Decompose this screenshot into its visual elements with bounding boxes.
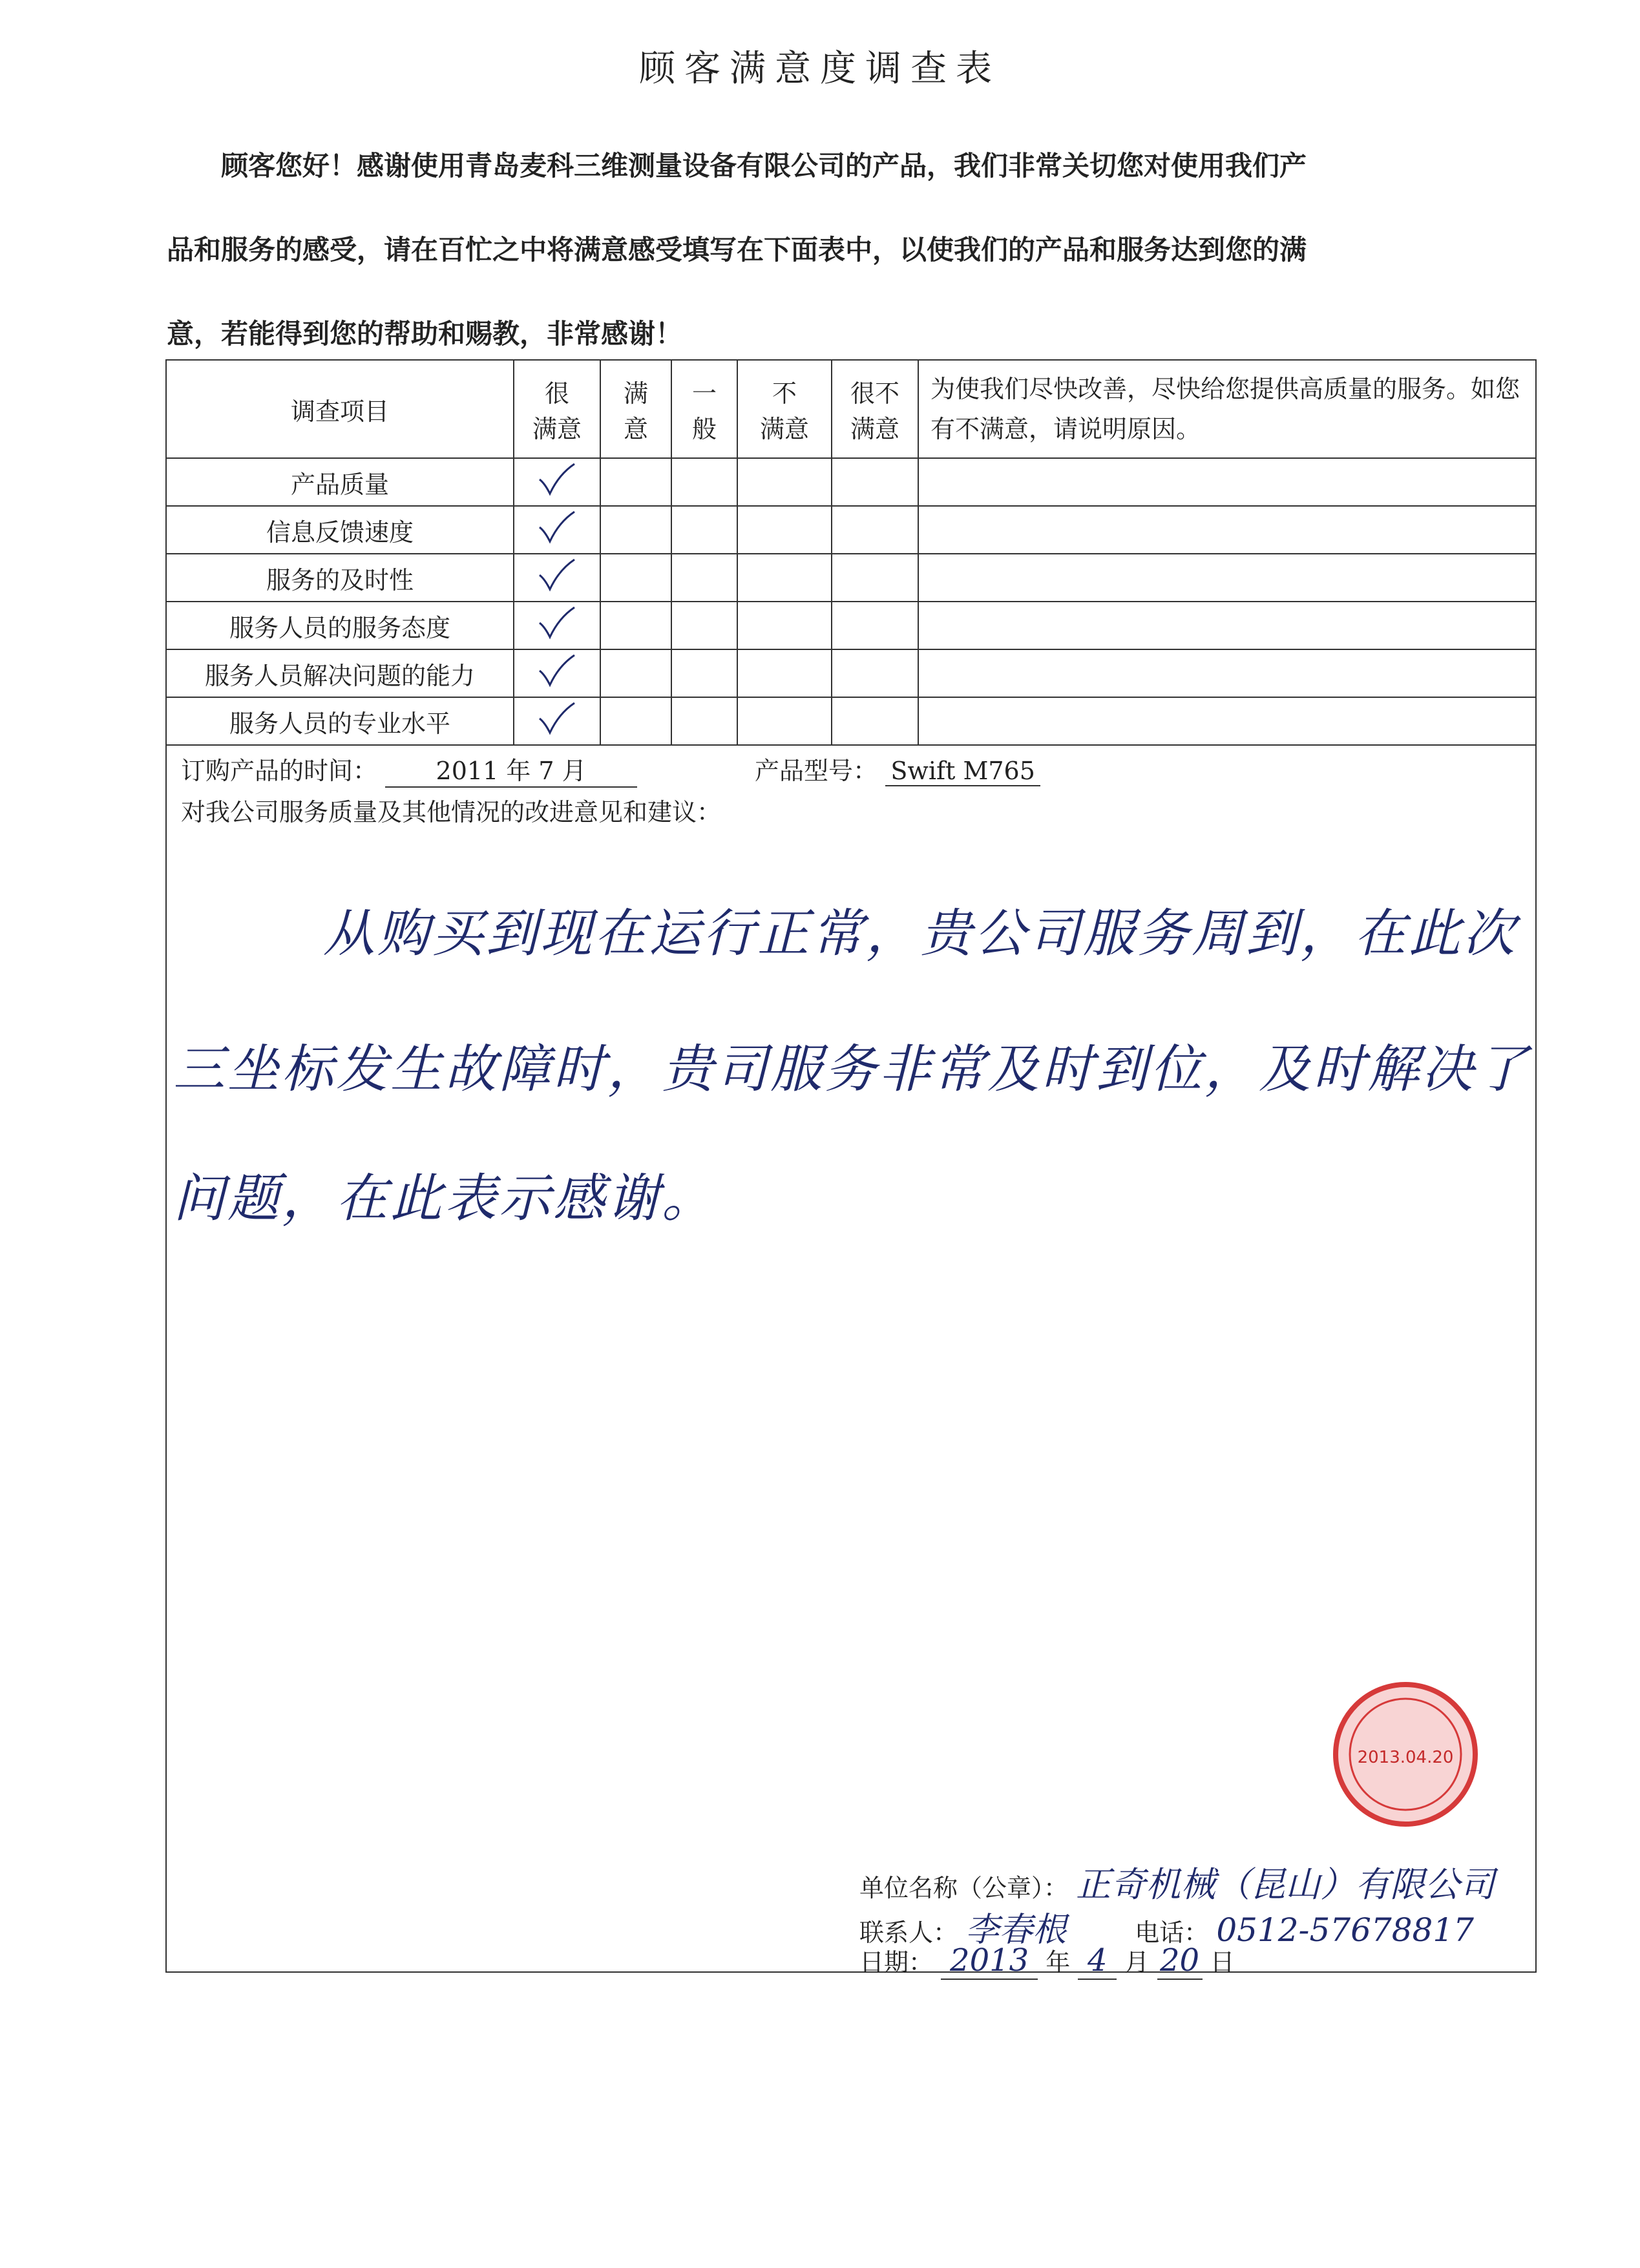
rating-cell[interactable]: [832, 554, 918, 602]
intro-line-1: 顾客您好！感谢使用青岛麦科三维测量设备有限公司的产品，我们非常关切您对使用我们产: [221, 150, 1307, 182]
suggestion-line-1[interactable]: 从购买到现在运行正常，贵公司服务周到，在此次: [323, 903, 1517, 963]
rating-cell[interactable]: [737, 506, 832, 554]
rating-cell[interactable]: [671, 554, 737, 602]
unit-name-field: [859, 1857, 1495, 1907]
suggestion-line-3[interactable]: 问题，在此表示感谢。: [173, 1168, 716, 1228]
phone-label: 电话：: [1135, 1918, 1209, 1947]
checkmark-icon: [537, 461, 577, 498]
header-satisfied: 满 意: [600, 360, 671, 458]
date-month[interactable]: 4: [1078, 1942, 1117, 1980]
rating-cell[interactable]: [600, 458, 671, 506]
header-very-unsatisfied: 很不 满意: [832, 360, 918, 458]
header-unsatisfied: 不 满意: [737, 360, 832, 458]
header-average: 一 般: [671, 360, 737, 458]
reason-cell[interactable]: [918, 697, 1536, 745]
date-field: [859, 1942, 1235, 1980]
company-seal-icon: [1331, 1680, 1480, 1829]
rating-cell[interactable]: [600, 697, 671, 745]
order-time-field: [181, 751, 637, 788]
rating-cell[interactable]: [600, 649, 671, 697]
table-header-row: [166, 360, 1536, 458]
product-model-field: [755, 751, 1040, 786]
reason-cell[interactable]: [918, 506, 1536, 554]
unit-name-value[interactable]: 正奇机械（昆山）有限公司: [1076, 1864, 1495, 1905]
date-label: 日期：: [859, 1948, 934, 1977]
contact-label: 联系人：: [859, 1918, 958, 1947]
header-item: 调查项目: [166, 360, 514, 458]
suggestion-label: 对我公司服务质量及其他情况的改进意见和建议：: [181, 798, 722, 826]
product-model-label: 产品型号：: [755, 757, 878, 785]
rating-cell-very-satisfied[interactable]: [514, 554, 600, 602]
table-row: [166, 458, 1536, 506]
date-year[interactable]: 2013: [941, 1942, 1038, 1980]
reason-cell[interactable]: [918, 649, 1536, 697]
date-month-unit: 月: [1124, 1948, 1150, 1977]
intro-line-2: 品和服务的感受，请在百忙之中将满意感受填写在下面表中，以使我们的产品和服务达到您的满: [167, 234, 1307, 266]
intro-text: [167, 124, 1498, 376]
rating-cell[interactable]: [671, 602, 737, 649]
header-very-satisfied: 很 满意: [514, 360, 600, 458]
row-item: 服务的及时性: [166, 554, 514, 602]
rating-cell[interactable]: [600, 506, 671, 554]
stamp-date: 2013.04.20: [1357, 1748, 1454, 1767]
suggestion-line-2[interactable]: 三坐标发生故障时，贵司服务非常及时到位，及时解决了: [173, 1039, 1530, 1099]
intro-line-3: 意，若能得到您的帮助和赐教，非常感谢！: [167, 318, 683, 350]
rating-cell[interactable]: [832, 697, 918, 745]
table-row: [166, 602, 1536, 649]
unit-name-label: 单位名称（公章）：: [859, 1874, 1069, 1902]
contact-signature[interactable]: 李春根: [965, 1911, 1067, 1949]
checkmark-icon: [537, 700, 577, 737]
table-row: [166, 697, 1536, 745]
checkmark-icon: [537, 509, 577, 545]
rating-cell[interactable]: [832, 458, 918, 506]
phone-value[interactable]: 0512-57678817: [1216, 1911, 1474, 1949]
rating-cell[interactable]: [832, 602, 918, 649]
rating-cell[interactable]: [671, 649, 737, 697]
rating-cell[interactable]: [737, 649, 832, 697]
date-day[interactable]: 20: [1157, 1942, 1203, 1980]
rating-cell[interactable]: [832, 506, 918, 554]
rating-cell[interactable]: [671, 506, 737, 554]
checkmark-icon: [537, 605, 577, 641]
row-item: 信息反馈速度: [166, 506, 514, 554]
rating-cell-very-satisfied[interactable]: [514, 458, 600, 506]
row-item: 产品质量: [166, 458, 514, 506]
rating-cell[interactable]: [737, 602, 832, 649]
table-row: [166, 554, 1536, 602]
order-time-label: 订购产品的时间：: [181, 757, 378, 785]
checkmark-icon: [537, 557, 577, 593]
table-row: [166, 649, 1536, 697]
page-title: 顾客满意度调查表: [639, 48, 1001, 90]
rating-cell[interactable]: [600, 554, 671, 602]
row-item: 服务人员的专业水平: [166, 697, 514, 745]
product-model-value[interactable]: Swift M765: [885, 757, 1040, 786]
rating-cell[interactable]: [671, 697, 737, 745]
reason-cell[interactable]: [918, 554, 1536, 602]
date-day-unit: 日: [1210, 1948, 1235, 1977]
rating-cell[interactable]: [600, 602, 671, 649]
rating-cell[interactable]: [737, 458, 832, 506]
rating-cell[interactable]: [832, 649, 918, 697]
table-row: [166, 506, 1536, 554]
rating-cell-very-satisfied[interactable]: [514, 697, 600, 745]
rating-cell[interactable]: [671, 458, 737, 506]
checkmark-icon: [537, 653, 577, 689]
row-item: 服务人员的服务态度: [166, 602, 514, 649]
rating-cell[interactable]: [737, 697, 832, 745]
rating-cell[interactable]: [737, 554, 832, 602]
header-reason: 为使我们尽快改善，尽快给您提供高质量的服务。如您有不满意，请说明原因。: [918, 360, 1536, 458]
reason-cell[interactable]: [918, 458, 1536, 506]
row-item: 服务人员解决问题的能力: [166, 649, 514, 697]
reason-cell[interactable]: [918, 602, 1536, 649]
survey-table: [165, 359, 1537, 746]
rating-cell-very-satisfied[interactable]: [514, 649, 600, 697]
order-time-value[interactable]: 2011 年 7 月: [385, 751, 637, 788]
date-year-unit: 年: [1046, 1948, 1071, 1977]
rating-cell-very-satisfied[interactable]: [514, 506, 600, 554]
rating-cell-very-satisfied[interactable]: [514, 602, 600, 649]
